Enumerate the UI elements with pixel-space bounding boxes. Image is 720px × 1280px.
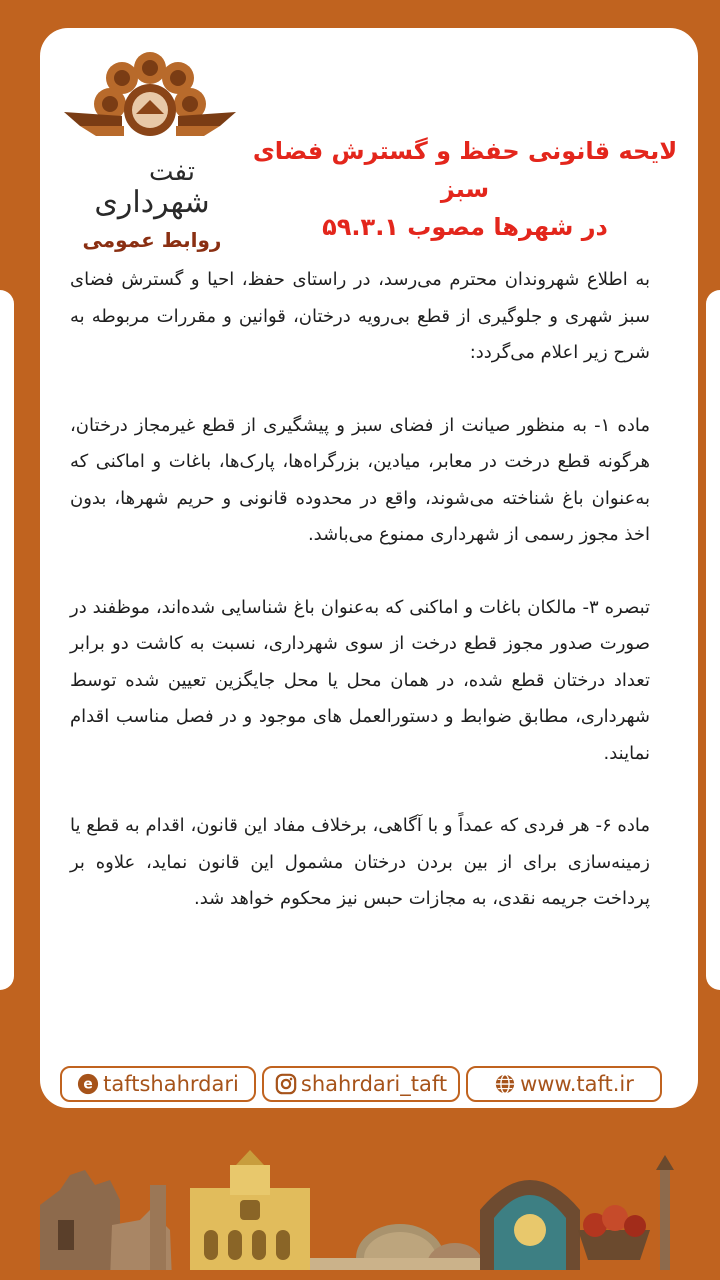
intro-paragraph: به اطلاع شهروندان محترم می‌رسد، در راستای حفظ، احیا و گسترش فضای سبز شهری و جلوگیری از قطع بی‌رویه درختان، قوانین و مقررات مربوطه به شرح زیر اعلام می‌گردد: — [70, 269, 650, 363]
title-line-1: لایحه قانونی حفظ و گسترش فضای سبز — [252, 137, 678, 203]
note-3-paragraph: تبصره ۳- مالکان باغات و اماکنی که به‌عنوان باغ شناسایی شده‌اند، موظفند در صورت صدور مجوز قطع درخت از سوی شهرداری، نسبت به کاشت دو برابر تعداد درختان قطع شده، در همان محل یا محل جایگزین تعیین شده توسط شهرداری، مطابق ضوابط و دستورالعمل های موجود و در فصل مناسب اقدام نمایند. — [70, 596, 651, 764]
instagram-icon — [275, 1073, 297, 1095]
svg-text:تفت: تفت — [149, 157, 195, 187]
eitaa-icon — [77, 1073, 99, 1095]
eitaa-handle-text: taftshahrdari — [103, 1072, 239, 1096]
instagram-handle-text: shahrdari_taft — [300, 1072, 448, 1096]
eitaa-handle-badge[interactable] — [60, 1066, 256, 1102]
website-text: www.taft.ir — [520, 1072, 634, 1096]
title-line-2: در شهرها مصوب ۵۹.۳.۱ — [322, 213, 608, 241]
left-edge-tab — [0, 290, 14, 990]
announcement-title — [250, 132, 680, 246]
svg-text:شهرداری: شهرداری — [94, 185, 210, 220]
globe-icon — [494, 1073, 516, 1095]
announcement-body — [70, 262, 650, 954]
instagram-handle-badge[interactable] — [262, 1066, 460, 1102]
article-6-paragraph: ماده ۶- هر فردی که عمداً و با آگاهی، برخلاف مفاد این قانون، اقدام به قطع یا زمینه‌سازی برای از بین بردن درختان مشمول این قانون نماید، علاوه بر پرداخت جریمه نقدی، به مجازات حبس نیز محکوم خواهد شد. — [70, 815, 651, 909]
municipality-logo — [60, 40, 240, 255]
svg-text:e: e — [83, 1076, 93, 1093]
svg-text:روابط عمومی: روابط عمومی — [82, 228, 222, 252]
website-badge[interactable] — [466, 1066, 662, 1102]
article-1-paragraph: ماده ۱- به منظور صیانت از فضای سبز و پیشگیری از قطع غیرمجاز درختان، هرگونه قطع درخت در معابر، میادین، بزرگراه‌ها، پارک‌ها، باغات و اماکنی که به‌عنوان باغ شناخته می‌شوند، واقع در محدوده قانونی و حریم شهرها، بدون اخذ مجوز رسمی از شهرداری ممنوع می‌باشد. — [70, 414, 651, 545]
city-landmarks-illustration — [0, 1130, 720, 1280]
right-edge-tab — [706, 290, 720, 990]
